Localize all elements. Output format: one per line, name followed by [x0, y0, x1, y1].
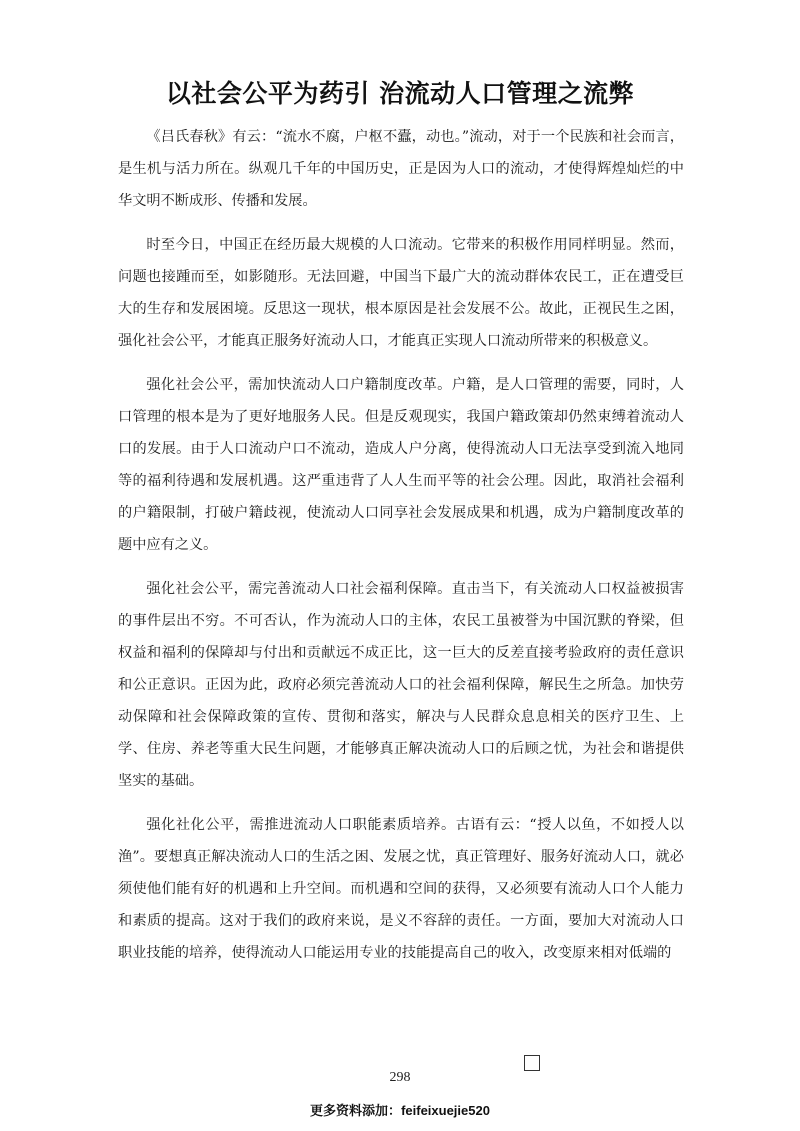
paragraph: 强化社化公平，需推进流动人口职能素质培养。古语有云：“授人以鱼，不如授人以渔”。要想真正解决流动人口的生活之困、发展之忧，真正管理好、服务好流动人口，就必须使他们能有好的机遇和上升空间。而机遇和空间的获得，又必须要有流动人口个人能力和素质的提高。这对于我们的政府来说，是义不容辞的责任。一方面，要加大对流动人口职业技能的培养，使得流动人口能运用专业的技能提高自己的收入，改变原来相对低端的 — [118, 817, 684, 961]
article-title: 以社会公平为药引 治流动人口管理之流弊 — [165, 79, 635, 108]
paragraph: 时至今日，中国正在经历最大规模的人口流动。它带来的积极作用同样明显。然而，问题也接踵而至，如影随形。无法回避，中国当下最广大的流动群体农民工，正在遭受巨大的生存和发展困境。反思这一现状，根本原因是社会发展不公。故此，正视民生之困，强化社会公平，才能真正服务好流动人口，才能真正实现人口流动所带来的积极意义。 — [118, 237, 684, 349]
footer-contact-id: feifeixuejie520 — [401, 1103, 490, 1118]
paragraph: 《吕氏春秋》有云：“流水不腐，户枢不蠹，动也。”流动，对于一个民族和社会而言，是生机与活力所在。纵观几千年的中国历史，正是因为人口的流动，才使得辉煌灿烂的中华文明不断成形、传播和发展。 — [118, 129, 684, 209]
footer-contact-line — [0, 1100, 800, 1119]
paragraph: 强化社会公平，需加快流动人口户籍制度改革。户籍，是人口管理的需要，同时，人口管理的根本是为了更好地服务人民。但是反观现实，我国户籍政策却仍然束缚着流动人口的发展。由于人口流动户口不流动，造成人户分离，使得流动人口无法享受到流入地同等的福利待遇和发展机遇。这严重违背了人人生而平等的社会公理。因此，取消社会福利的户籍限制，打破户籍歧视，使流动人口同享社会发展成果和机遇，成为户籍制度改革的题中应有之义。 — [118, 377, 684, 553]
paragraph: 强化社会公平，需完善流动人口社会福利保障。直击当下，有关流动人口权益被损害的事件层出不穷。不可否认，作为流动人口的主体，农民工虽被誉为中国沉默的脊梁，但权益和福利的保障却与付出和贡献远不成正比，这一巨大的反差直接考验政府的责任意识和公正意识。正因为此，政府必须完善流动人口的社会福利保障，解民生之所急。加快劳动保障和社会保障政策的宣传、贯彻和落实，解决与人民群众息息相关的医疗卫生、上学、住房、养老等重大民生问题，才能够真正解决流动人口的后顾之忧，为社会和谐提供坚实的基础。 — [118, 581, 684, 789]
page-number: 298 — [389, 1070, 411, 1085]
article-body — [118, 121, 684, 981]
checkbox[interactable] — [524, 1055, 540, 1071]
footer-prefix: 更多资料添加： — [310, 1104, 402, 1119]
